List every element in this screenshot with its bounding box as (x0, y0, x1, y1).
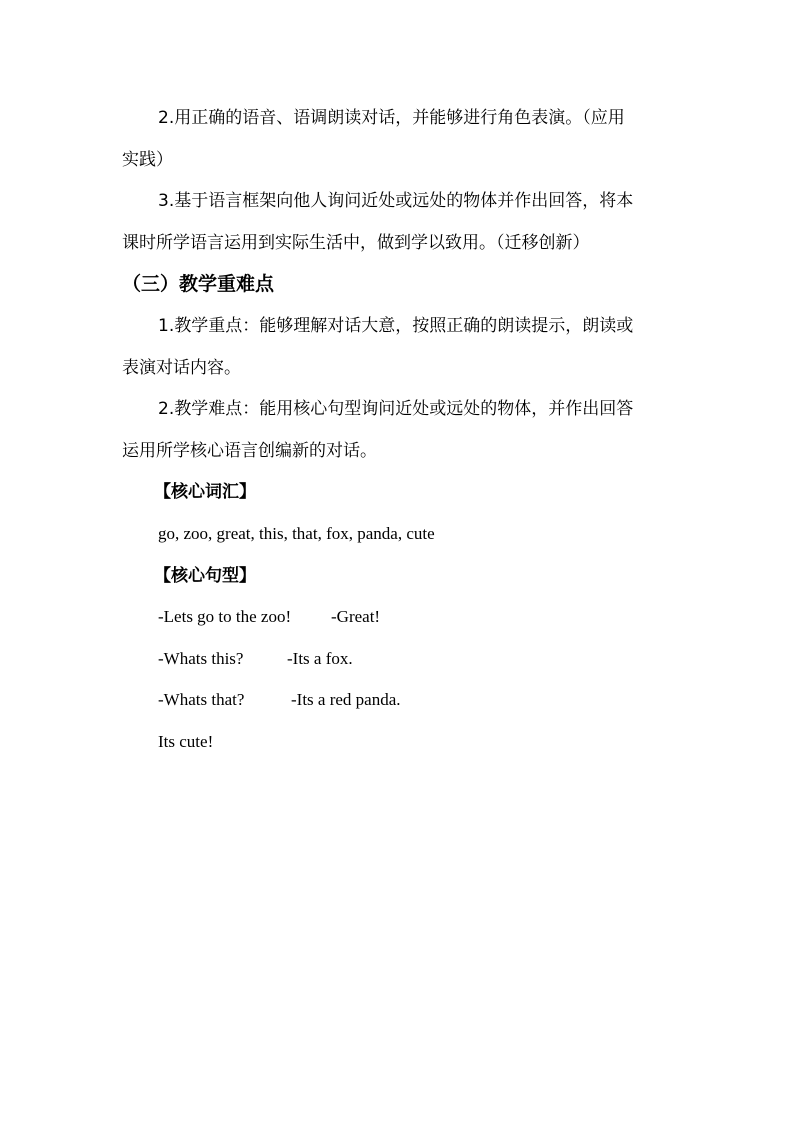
sentence-1-question: -Lets go to the zoo! (158, 607, 292, 626)
objective-2-line-2: 实践） (122, 150, 173, 170)
objective-2-line-1: 2.用正确的语音、语调朗读对话，并能够进行角色表演。（应用 (158, 108, 625, 128)
key-point-line-1: 1.教学重点：能够理解对话大意，按照正确的朗读提示，朗读或 (158, 316, 634, 336)
sentence-3-answer: -Its a red panda. (291, 690, 401, 709)
vocabulary-label: 【核心词汇】 (154, 482, 256, 502)
difficult-point-line-1: 2.教学难点：能用核心句型询问近处或远处的物体，并作出回答 (158, 399, 634, 419)
sentence-2-question: -Whats this? (158, 649, 244, 668)
objective-3-line-1: 3.基于语言框架向他人询问近处或远处的物体并作出回答，将本 (158, 191, 634, 211)
key-point-line-2: 表演对话内容。 (122, 358, 241, 378)
objective-3-line-2: 课时所学语言运用到实际生活中，做到学以致用。（迁移创新） (122, 233, 590, 253)
difficult-point-line-2: 运用所学核心语言创编新的对话。 (122, 441, 377, 461)
vocabulary-words: go, zoo, great, this, that, fox, panda, cute (158, 524, 435, 543)
section-heading: （三）教学重难点 (122, 273, 275, 295)
sentence-3-question: -Whats that? (158, 690, 245, 709)
sentence-4: Its cute! (158, 732, 214, 751)
sentence-2-answer: -Its a fox. (287, 649, 353, 668)
sentences-label: 【核心句型】 (154, 566, 256, 586)
sentence-1-answer: -Great! (331, 607, 381, 626)
